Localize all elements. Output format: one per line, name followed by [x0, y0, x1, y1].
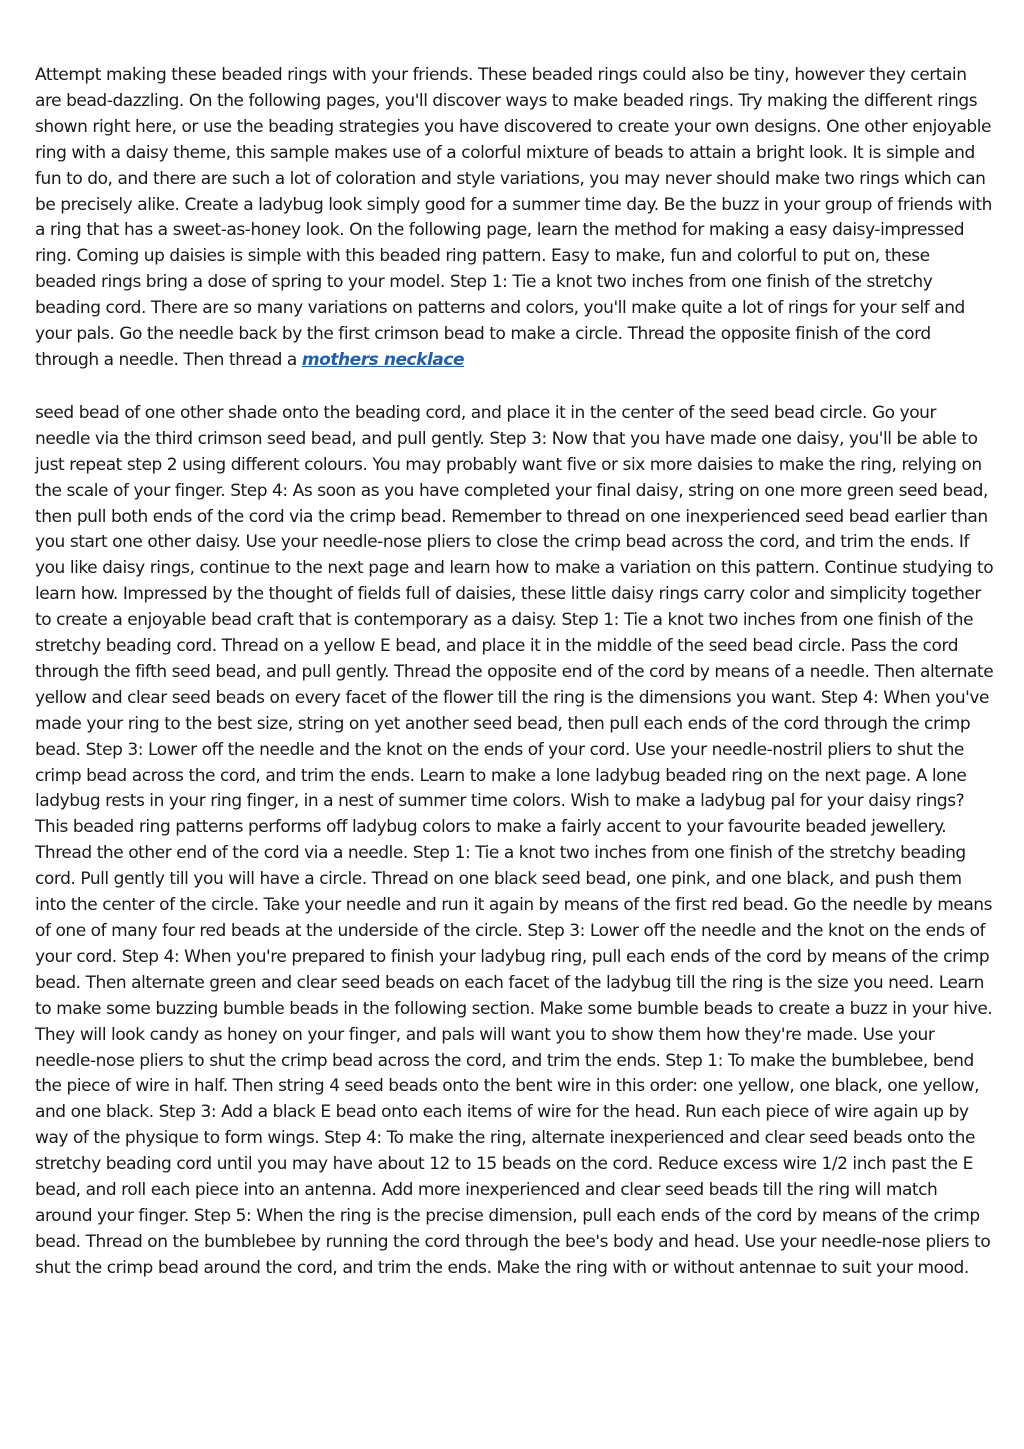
document-body: [35, 63, 995, 1282]
paragraph-1-text: Attempt making these beaded rings with your friends. These beaded rings could also be tiny, however they certain are bead-dazzling. On the following pages, you'll discover ways to make beaded rings. Try making the different rings shown right here, or use the beading strategies you have discovered to create your own designs. One other enjoyable ring with a daisy theme, this sample makes use of a colorful mixture of beads to attain a bright look. It is simple and fun to do, and there are such a lot of coloration and style variations, you may never should make two rings which can be precisely alike. Create a ladybug look simply good for a summer time day. Be the buzz in your group of friends with a ring that has a sweet-as-honey look. On the following page, learn the method for making a easy daisy-impressed ring. Coming up daisies is simple with this beaded ring pattern. Easy to make, fun and colorful to put on, these beaded rings bring a dose of spring to your model. Step 1: Tie a knot two inches from one finish of the stretchy beading cord. There are so many variations on patterns and colors, you'll make quite a lot of rings for your self and your pals. Go the needle back by the first crimson bead to make a circle. Thread the opposite finish of the cord through a needle. Then thread a: [35, 65, 992, 370]
paragraph-1: [35, 63, 995, 374]
mothers-necklace-link[interactable]: mothers necklace: [301, 349, 465, 370]
paragraph-2: seed bead of one other shade onto the beading cord, and place it in the center of the seed bead circle. Go your needle via the third crimson seed bead, and pull gently. Step 3: Now that you have made one daisy, you'll be able to just repeat step 2 using different colours. You may probably want five or six more daisies to make the ring, relying on the scale of your finger. Step 4: As soon as you have completed your final daisy, string on one more green seed bead, then pull both ends of the cord via the crimp bead. Remember to thread on one inexperienced seed bead earlier than you start one other daisy. Use your needle-nose pliers to close the crimp bead across the cord, and trim the ends. If you like daisy rings, continue to the next page and learn how to make a variation on this pattern. Continue studying to learn how. Impressed by the thought of fields full of daisies, these little daisy rings carry color and simplicity together to create a enjoyable bead craft that is contemporary as a daisy. Step 1: Tie a knot two inches from one finish of the stretchy beading cord. Thread on a yellow E bead, and place it in the middle of the seed bead circle. Pass the cord through the fifth seed bead, and pull gently. Thread the opposite end of the cord by means of a needle. Then alternate yellow and clear seed beads on every facet of the flower till the ring is the dimensions you want. Step 4: When you've made your ring to the best size, string on yet another seed bead, then pull each ends of the cord through the crimp bead. Step 3: Lower off the needle and the knot on the ends of your cord. Use your needle-nostril pliers to shut the crimp bead across the cord, and trim the ends. Learn to make a lone ladybug beaded ring on the next page. A lone ladybug rests in your ring finger, in a nest of summer time colors. Wish to make a ladybug pal for your daisy rings? This beaded ring patterns performs off ladybug colors to make a fairly accent to your favourite beaded jewellery. Thread the other end of the cord via a needle. Step 1: Tie a knot two inches from one finish of the stretchy beading cord. Pull gently till you will have a circle. Thread on one black seed bead, one pink, and one black, and push them into the center of the circle. Take your needle and run it again by means of the first red bead. Go the needle by means of one of many four red beads at the underside of the circle. Step 3: Lower off the needle and the knot on the ends of your cord. Step 4: When you're prepared to finish your ladybug ring, pull each ends of the cord by means of the crimp bead. Then alternate green and clear seed beads on each facet of the ladybug till the ring is the size you need. Learn to make some buzzing bumble beads in the following section. Make some bumble beads to create a buzz in your hive. They will look candy as honey on your finger, and pals will want you to show them how they're made. Use your needle-nose pliers to shut the crimp bead across the cord, and trim the ends. Step 1: To make the bumblebee, bend the piece of wire in half. Then string 4 seed beads onto the bent wire in this order: one yellow, one black, one yellow, and one black. Step 3: Add a black E bead onto each items of wire for the head. Run each piece of wire again up by way of the physique to form wings. Step 4: To make the ring, alternate inexperienced and clear seed beads onto the stretchy beading cord until you may have about 12 to 15 beads on the cord. Reduce excess wire 1/2 inch past the E bead, and roll each piece into an antenna. Add more inexperienced and clear seed beads till the ring will match around your finger. Step 5: When the ring is the precise dimension, pull each ends of the cord by means of the crimp bead. Thread on the bumblebee by running the cord through the bee's body and head. Use your needle-nose pliers to shut the crimp bead around the cord, and trim the ends. Make the ring with or without antennae to suit your mood.: [35, 402, 994, 1278]
